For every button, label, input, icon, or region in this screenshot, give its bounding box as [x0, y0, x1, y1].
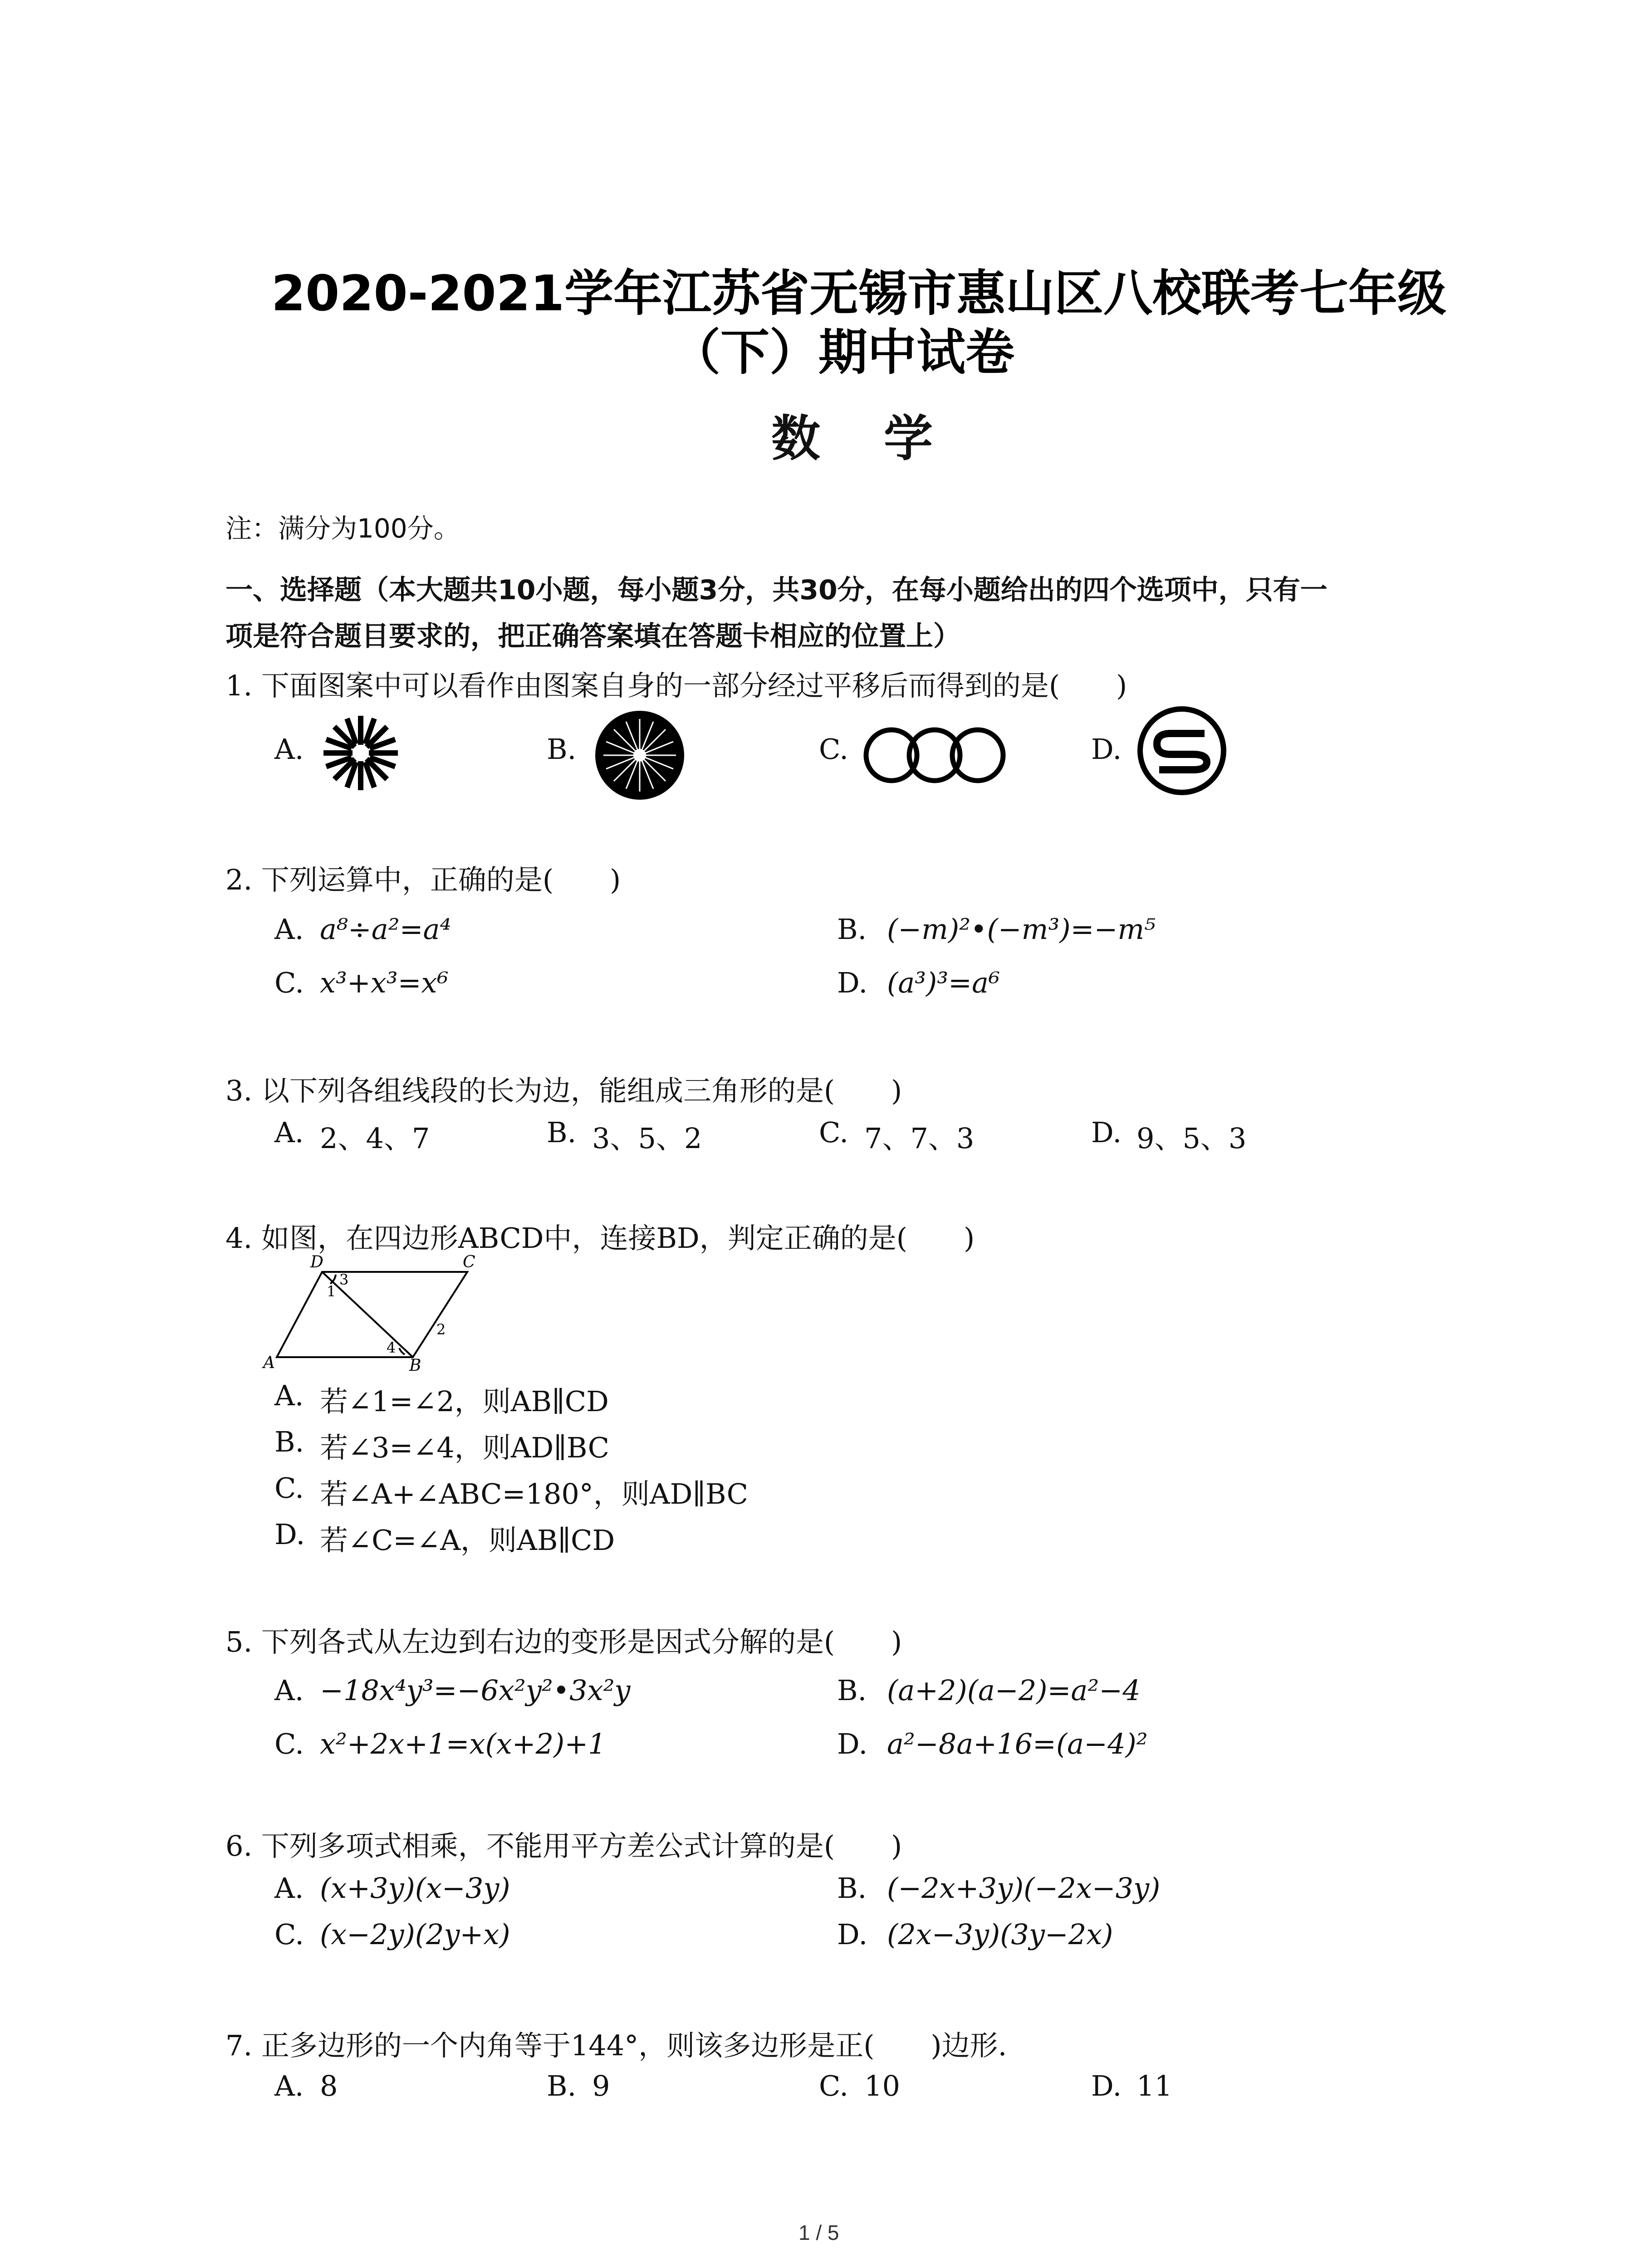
q3-option-a-label: A.	[274, 1116, 304, 1149]
q2-option-d-text: (a³)³=a⁶	[887, 966, 1000, 999]
question-3-stem: 3. 以下列各组线段的长为边，能组成三角形的是( )	[225, 1074, 902, 1107]
q7-option-b-label: B.	[547, 2069, 577, 2102]
q5-option-d-label: D.	[837, 1727, 868, 1760]
q6-option-c-text: (x−2y)(2y+x)	[320, 1918, 510, 1951]
q4-option-c-text: 若∠A+∠ABC=180°，则AD∥BC	[320, 1477, 749, 1510]
q2-option-c-label: C.	[274, 966, 304, 999]
q3-option-b-label: B.	[547, 1116, 577, 1149]
question-6-stem: 6. 下列多项式相乘，不能用平方差公式计算的是( )	[225, 1829, 902, 1862]
angle-label-1: 1	[327, 1283, 336, 1300]
section-heading-line-2: 项是符合题目要求的，把正确答案填在答题卡相应的位置上）	[225, 621, 960, 652]
q7-option-a-text: 8	[320, 2069, 338, 2102]
q6-option-d-text: (2x−3y)(3y−2x)	[887, 1918, 1113, 1951]
starburst-icon	[320, 712, 402, 794]
title-line-2: （下）期中试卷	[671, 324, 1015, 381]
subject-heading: 数学	[771, 411, 997, 467]
q6-option-c-label: C.	[274, 1918, 304, 1951]
q6-option-b-label: B.	[837, 1872, 867, 1905]
q4-option-d-label: D.	[274, 1518, 305, 1551]
q4-option-c-label: C.	[274, 1471, 304, 1505]
q3-option-d-text: 9、5、3	[1136, 1122, 1247, 1155]
sunburst-disc-icon	[594, 710, 685, 801]
q7-option-d-text: 11	[1136, 2069, 1172, 2102]
q5-option-a-label: A.	[274, 1674, 304, 1707]
q7-option-c-text: 10	[864, 2069, 900, 2102]
angle-label-2: 2	[436, 1321, 446, 1338]
s-ring-logo-icon	[1136, 705, 1227, 796]
q1-option-a-label: A.	[274, 733, 304, 766]
page-number: 1 / 5	[798, 2221, 839, 2244]
q4-option-d-text: 若∠C=∠A，则AB∥CD	[320, 1524, 615, 1557]
q5-option-b-text: (a+2)(a−2)=a²−4	[887, 1674, 1141, 1707]
q4-option-a-label: A.	[274, 1379, 304, 1412]
q4-option-b-text: 若∠3=∠4，则AD∥BC	[320, 1431, 610, 1464]
q7-option-c-label: C.	[819, 2069, 848, 2102]
q4-option-a-text: 若∠1=∠2，则AB∥CD	[320, 1385, 609, 1418]
question-5-stem: 5. 下列各式从左边到右边的变形是因式分解的是( )	[225, 1625, 902, 1658]
q3-option-c-label: C.	[819, 1116, 848, 1149]
q2-option-c-text: x³+x³=x⁶	[320, 966, 449, 999]
q5-option-b-label: B.	[837, 1674, 867, 1707]
score-note: 注：满分为100分。	[225, 513, 460, 544]
q7-option-d-label: D.	[1091, 2069, 1122, 2102]
question-7-stem: 7. 正多边形的一个内角等于144°，则该多边形是正( )边形.	[225, 2029, 1007, 2062]
question-1-stem: 1. 下面图案中可以看作由图案自身的一部分经过平移后而得到的是( )	[225, 669, 1127, 702]
q6-option-b-text: (−2x+3y)(−2x−3y)	[887, 1872, 1161, 1905]
angle-label-4: 4	[387, 1339, 396, 1356]
q6-option-a-text: (x+3y)(x−3y)	[320, 1872, 510, 1905]
three-rings-icon	[864, 723, 1005, 787]
q6-option-d-label: D.	[837, 1918, 868, 1951]
q2-option-b-label: B.	[837, 913, 867, 946]
q3-option-b-text: 3、5、2	[592, 1122, 702, 1155]
q5-option-c-text: x²+2x+1=x(x+2)+1	[320, 1727, 606, 1760]
q4-option-b-label: B.	[274, 1425, 304, 1458]
question-2-stem: 2. 下列运算中，正确的是( )	[225, 863, 621, 896]
q1-option-b-label: B.	[547, 733, 577, 766]
q2-option-a-label: A.	[274, 913, 304, 946]
q7-option-a-label: A.	[274, 2069, 304, 2102]
question-4-stem: 4. 如图，在四边形ABCD中，连接BD，判定正确的是( )	[225, 1222, 975, 1255]
q2-option-a-text: a⁸÷a²=a⁴	[320, 913, 451, 946]
figure-label-b: B	[409, 1356, 421, 1375]
q5-option-a-text: −18x⁴y³=−6x²y²•3x²y	[320, 1674, 631, 1707]
q5-option-c-label: C.	[274, 1727, 304, 1760]
figure-label-c: C	[463, 1253, 475, 1271]
q3-option-c-text: 7、7、3	[864, 1122, 975, 1155]
figure-label-d: D	[310, 1253, 323, 1271]
q7-option-b-text: 9	[592, 2069, 610, 2102]
q2-option-d-label: D.	[837, 966, 868, 999]
q1-option-c-label: C.	[819, 733, 848, 766]
q3-option-a-text: 2、4、7	[320, 1122, 430, 1155]
angle-label-3: 3	[339, 1271, 349, 1288]
section-heading-line-1: 一、选择题（本大题共10小题，每小题3分，共30分，在每小题给出的四个选项中，只有一	[225, 574, 1327, 606]
q3-option-d-label: D.	[1091, 1116, 1122, 1149]
q2-option-b-text: (−m)²•(−m³)=−m⁵	[887, 913, 1156, 946]
q6-option-a-label: A.	[274, 1872, 304, 1905]
figure-label-a: A	[263, 1354, 275, 1372]
title-line-1: 2020-2021学年江苏省无锡市惠山区八校联考七年级	[271, 265, 1446, 322]
q5-option-d-text: a²−8a+16=(a−4)²	[887, 1727, 1148, 1760]
q1-option-d-label: D.	[1091, 733, 1122, 766]
quadrilateral-abcd-figure	[263, 1252, 485, 1375]
